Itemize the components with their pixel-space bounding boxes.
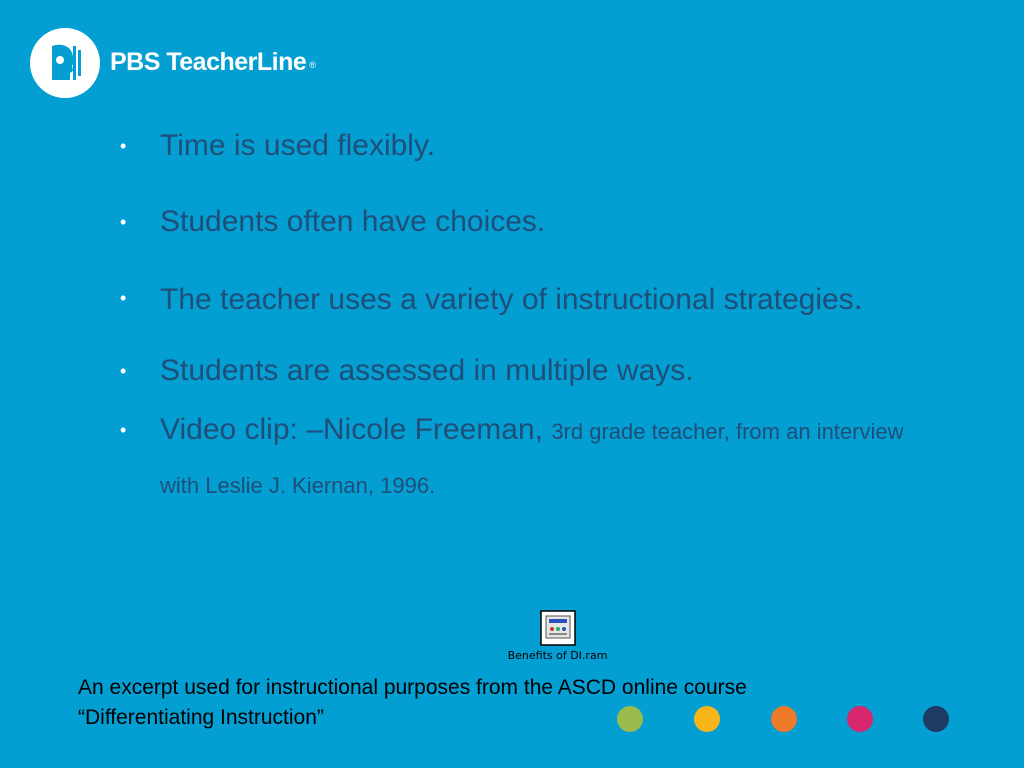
bullet-assessment: • Students are assessed in multiple ways. (120, 338, 940, 404)
media-file-label[interactable]: Benefits of DI.ram (507, 649, 608, 662)
bullet-time-flexible: • Time is used flexibly. (120, 108, 940, 184)
media-file-icon[interactable] (540, 610, 576, 646)
bullet-dot: • (120, 361, 127, 381)
footer-line-2: “Differentiating Instruction” (78, 706, 324, 729)
color-dot-magenta (847, 706, 873, 732)
footer-line-1: An excerpt used for instructional purposes from the ASCD online course (78, 676, 747, 699)
bullet-video-clip: • Video clip: –Nicole Freeman, 3rd grade teacher, from an interview with Leslie J. Kiernan, 1996. (120, 404, 940, 512)
bullet-instructional-strategies: • The teacher uses a variety of instructional strategies. (120, 260, 940, 338)
color-dot-orange (771, 706, 797, 732)
pbs-head-icon (30, 28, 100, 98)
color-dot-navy (923, 706, 949, 732)
color-dot-yellow (694, 706, 720, 732)
pbs-teacherline-logo (30, 28, 330, 100)
color-dots (617, 706, 957, 732)
bullet-student-choices: • Students often have choices. (120, 184, 940, 260)
color-dot-green (617, 706, 643, 732)
bullet-dot: • (120, 288, 127, 308)
bullet-list (120, 108, 940, 512)
bullet-dot: • (120, 212, 127, 232)
bullet-dot: • (120, 136, 127, 156)
bullet-dot: • (120, 420, 127, 440)
logo-text: PBS TeacherLine ® (110, 48, 316, 76)
